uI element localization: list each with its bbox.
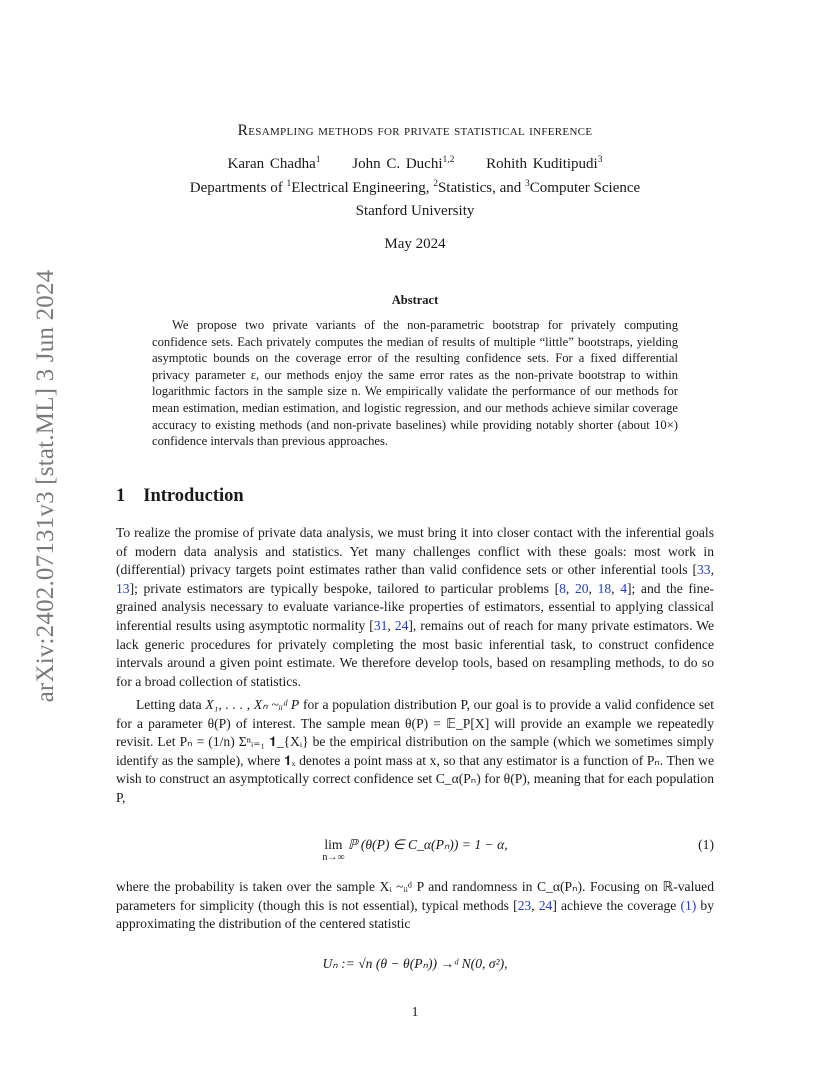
citation-link[interactable]: 31 bbox=[373, 617, 388, 633]
citation-link[interactable]: 23 bbox=[517, 897, 532, 913]
citation-link[interactable]: 20 bbox=[574, 580, 589, 596]
citation-link[interactable]: 8 bbox=[559, 580, 566, 596]
intro-paragraph-2: Letting data X₁, . . . , Xₙ ~ᵢᵢᵈ P for a population distribution P, our goal is to provide a valid confidence set for a parameter θ(P) of interest. The sample mean θ(P) = 𝔼_P[X] will provide an example we repeatedly revisit. Let Pₙ = (1/n) Σⁿᵢ₌₁ 𝟏_{Xᵢ} be the empirical distribution on the sample (which we sometimes simply identify as the sample), where 𝟏ₓ denotes a point mass at x, so that any estimator is a function of Pₙ. Then we wish to construct an asymptotically correct confidence set C_α(Pₙ) for θ(P), meaning that for each population P, bbox=[116, 697, 714, 805]
citation-link[interactable]: 24 bbox=[538, 897, 553, 913]
page-number: 1 bbox=[411, 1004, 419, 1019]
citation-link[interactable]: 33 bbox=[697, 562, 711, 578]
equation-1 bbox=[116, 836, 714, 863]
equation-body: ℙ (θ(P) ∈ C_α(Pₙ)) = 1 − α, bbox=[347, 837, 508, 852]
citation-link[interactable]: 18 bbox=[597, 580, 612, 596]
math-inline: X₁, . . . , Xₙ ~ᵢᵢᵈ P bbox=[205, 697, 300, 712]
author-2: John C. Duchi$^{1,2}$ bbox=[352, 155, 455, 172]
affiliation: Departments of $^1$Electrical Engineering, $^2$Statistics, and $^3$Computer Science bbox=[189, 179, 641, 196]
paper-title: Resampling methods for private statistical inference bbox=[237, 122, 593, 139]
equation-reference-link[interactable]: (1) bbox=[680, 897, 697, 913]
equation-2: Uₙ := √n (θ − θ(Pₙ)) →ᵈ N(0, σ²), bbox=[322, 956, 508, 971]
citation-link[interactable]: 13 bbox=[116, 580, 130, 596]
author-list bbox=[116, 155, 714, 174]
author-1: Karan Chadha$^1$ bbox=[227, 155, 321, 172]
abstract-text: We propose two private variants of the non-parametric bootstrap for privately computing confidence sets. Each privately computes the median of results of multiple “little” bootstraps, yielding asymptotic bounds on the coverage error of the resulting confidence sets. For a fixed differential privacy parameter ε, our methods enjoy the same error rates as the non-private bootstrap to within logarithmic factors in the sample size n. We empirically validate the performance of our methods for mean estimation, median estimation, and logistic regression, and our methods achieve similar coverage accuracy to existing methods (and non-private baselines) while providing notably shorter (about 10×) confidence intervals than previous approaches. bbox=[152, 318, 678, 449]
intro-paragraph-3: where the probability is taken over the sample Xᵢ ~ᵢᵢᵈ P and randomness in C_α(Pₙ). Focusing on ℝ-valued parameters for simplicity (though this is not essential), typical methods [23, 24] achieve the coverage (1) by approximating the distribution of the centered statistic bbox=[116, 879, 714, 932]
author-3: Rohith Kuditipudi$^3$ bbox=[486, 155, 603, 172]
abstract-heading: Abstract bbox=[391, 293, 439, 307]
section-heading: 1 Introduction bbox=[116, 486, 244, 506]
limit-operator: lim n→∞ bbox=[322, 837, 345, 863]
intro-paragraph-1: To realize the promise of private data analysis, we must bring it into closer contact with the inferential goals of modern data analysis and statistics. Yet many challenges conflict with these goals: most work in (differential) privacy targets point estimates rather than valid confidence sets or other inferential tools [33, 13]; private estimators are typically bespoke, tailored to particular problems [8, 20, 18, 4]; and the fine-grained analysis necessary to evaluate variance-like properties of estimators, essential to applying classical inferential results using asymptotic normality [31, 24], remains out of reach for many private estimators. We lack generic procedures for privately completing the most basic inferential task, to construct confidence intervals around a given point estimate. We therefore develop tools, based on resampling methods, to do so for a broad collection of statistics. bbox=[116, 525, 715, 689]
citation-link[interactable]: 24 bbox=[394, 617, 409, 633]
arxiv-identifier: arXiv:2402.07131v3 [stat.ML] 3 Jun 2024 bbox=[32, 269, 59, 703]
university: Stanford University bbox=[355, 203, 475, 219]
citation-link[interactable]: 4 bbox=[620, 580, 627, 596]
publication-date: May 2024 bbox=[384, 236, 446, 252]
equation-number: (1) bbox=[698, 837, 714, 852]
